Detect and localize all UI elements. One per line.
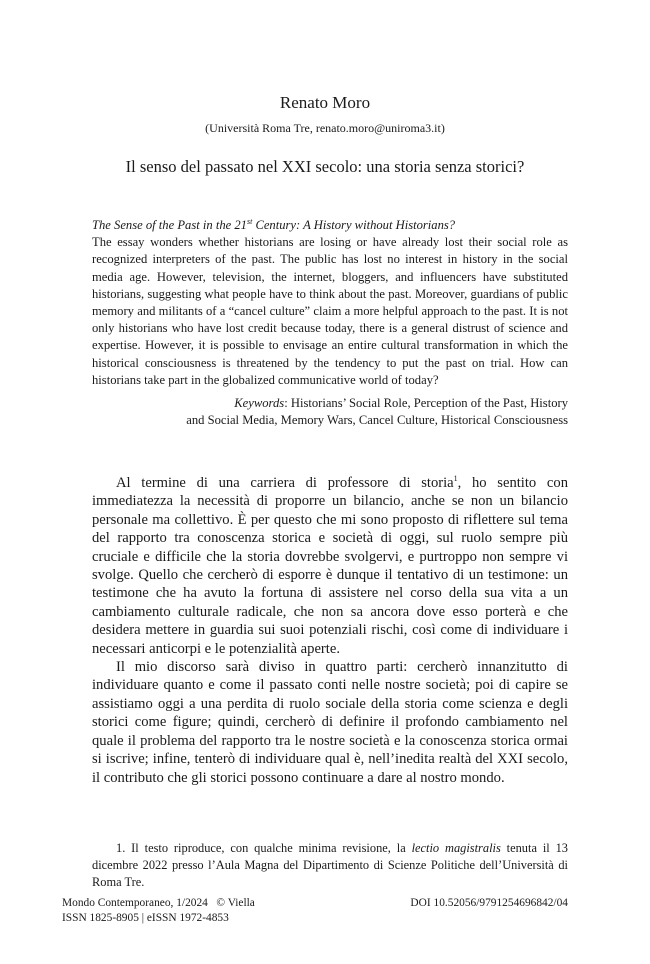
footnote-post: tenuta il 13 dicembre 2022 presso l’Aula Magna del Dipartimento di Scienze Politiche dell’Università di Roma Tre. bbox=[92, 841, 569, 889]
footnote-1 bbox=[92, 840, 568, 891]
footnote-pre: 1. Il testo riproduce, con qualche minima revisione, la bbox=[116, 841, 412, 855]
english-title-pre: The Sense of the Past in the 21 bbox=[92, 218, 247, 232]
footnote-italic: lectio magistralis bbox=[411, 841, 501, 855]
journal-name: Mondo Contemporaneo, 1/2024 bbox=[62, 897, 208, 909]
author-name: Renato Moro bbox=[279, 93, 371, 112]
english-title-post: Century: A History without Historians? bbox=[252, 218, 456, 232]
footnote-ref-1[interactable]: 1 bbox=[453, 474, 458, 484]
keywords-label: Keywords bbox=[234, 396, 285, 411]
abstract-text: The essay wonders whether historians are losing or have already lost their social role as recognized interpreters of the past. The public has lost no interest in history in the social media age. However, television, the internet, bloggers, and influencers have substituted historians, suggesting what people have to think about the past. Moreover, guardians of public memory and militants of a “cancel culture” claim a more helpful approach to the past. It is not only historians who have lost credit because today, there is a general distrust of science and expertise. However, it is possible to envisage an entire cultural transformation in which the historical consciousness is threatened by the tendency to put the past on trial. How can historians take part in the globalized communicative world of today? bbox=[92, 235, 568, 387]
issn: ISSN 1825-8905 | eISSN 1972-4853 bbox=[62, 912, 229, 924]
doi[interactable]: DOI 10.52056/9791254696842/04 bbox=[410, 897, 568, 909]
keywords bbox=[92, 395, 568, 429]
body-p1-post: , ho sentito con immediatezza la necessità di proporre un bilancio, anche se non un bilancio personale ma collettivo. È per questo che mi sono proposto di riflettere sul tema del rapporto tra conoscenza storica e società di oggi, sul ruolo sempre più cruciale e difficile che la storia dovrebbe svolgervi, e purtroppo non sempre vi svolge. Quello che cercherò di esporre è dunque il tentativo di un testimone: un testimone che ha avuto la fortuna di assistere nel corso della sua vita a un cambiamento culturale radicale, che non sa ancora dove esso porterà e che desidera mettere in guardia sui suoi potenziali rischi, così come di individuare i necessari anticorpi e le potenzialità aperte. bbox=[92, 475, 568, 657]
footer-left bbox=[62, 896, 255, 926]
english-title bbox=[92, 217, 568, 234]
english-title-sup: st bbox=[246, 216, 253, 226]
footer-right bbox=[410, 896, 568, 911]
keywords-line-1: : Historians’ Social Role, Perception of the Past, History bbox=[284, 396, 568, 411]
body-paragraph-2: Il mio discorso sarà diviso in quattro parti: cercherò innanzitutto di individuare quanto e come il passato conti nelle nostre società; poi di capire se assistiamo oggi a una perdita di ruolo sociale della storia come scienza e degli storici come figure; quindi, cercherò di definire il profondo cambiamento nel quale il problema del rapporto tra le nostre società e la conoscenza storica ormai si iscrive; infine, tenterò di individuare qual è, nell’inedita realtà del XXI secolo, il contributo che gli storici possono continuare a dare al nostro mondo. bbox=[92, 659, 568, 786]
footnote bbox=[92, 840, 568, 891]
author-affiliation: (Università Roma Tre, renato.moro@uniroma3.it) bbox=[205, 121, 445, 135]
keywords-line-2: and Social Media, Memory Wars, Cancel Culture, Historical Consciousness bbox=[186, 413, 568, 428]
publisher: © Viella bbox=[216, 897, 255, 909]
body-text bbox=[92, 474, 568, 787]
article-title: Il senso del passato nel XXI secolo: una storia senza storici? bbox=[125, 157, 525, 176]
page-footer bbox=[62, 896, 568, 926]
body-paragraph-1 bbox=[92, 474, 568, 658]
body-p1-pre: Al termine di una carriera di professore di storia bbox=[116, 475, 454, 491]
abstract-block bbox=[92, 217, 568, 429]
